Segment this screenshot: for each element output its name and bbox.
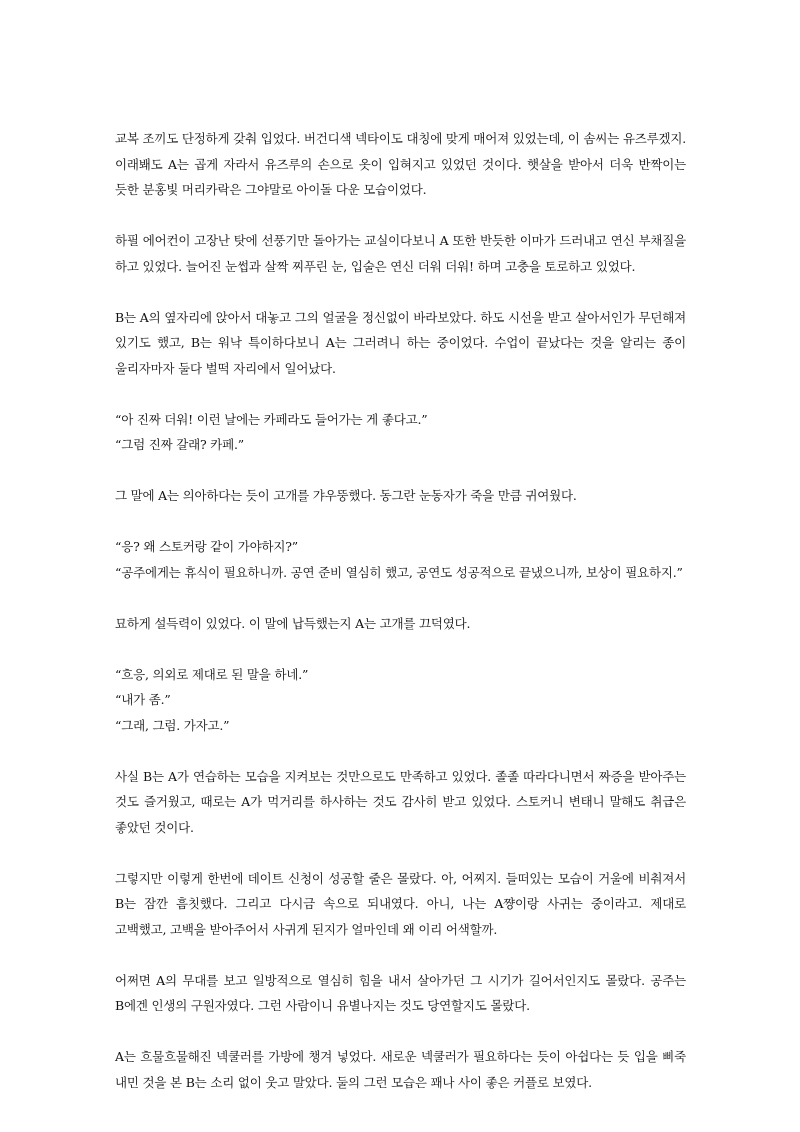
dialogue-block: [115, 407, 686, 458]
paragraph: 교복 조끼도 단정하게 갖춰 입었다. 버건디색 넥타이도 대칭에 맞게 매어져 있었는데, 이 솜씨는 유즈루겠지. 이래봬도 A는 곱게 자라서 유즈루의 손으로 옷이 입혀지고 있었던 것이다. 햇살을 받아서 더욱 반짝이는 듯한 분홍빛 머리카락은 그야말로 아이돌 다운 모습이었다.: [115, 131, 687, 197]
paragraph: B는 A의 옆자리에 앉아서 대놓고 그의 얼굴을 정신없이 바라보았다. 하도 시선을 받고 살아서인가 무던해져 있기도 했고, B는 워낙 특이하다보니 A는 그러려니 하는 중이었다. 수업이 끝났다는 것을 알리는 종이 울리자마자 둘다 벌떡 자리에서 일어났다.: [115, 309, 686, 376]
dialogue-line: “흐응, 의외로 제대로 된 말을 하네.”: [115, 666, 309, 682]
dialogue-line: “그럼 진짜 갈래? 카페.”: [115, 437, 244, 452]
dialogue-block: [115, 662, 686, 739]
paragraph: 묘하게 설득력이 있었다. 이 말에 납득했는지 A는 고개를 끄덕였다.: [115, 615, 471, 631]
paragraph: 하필 에어컨이 고장난 탓에 선풍기만 돌아가는 교실이다보니 A 또한 반듯한 이마가 드러내고 연신 부채질을 하고 있었다. 늘어진 눈썹과 살짝 찌푸린 눈, 입술은 연신 더워 더워! 하며 고충을 토로하고 있었다.: [115, 233, 686, 274]
paragraph: 어쩌면 A의 무대를 보고 일방적으로 열심히 힘을 내서 살아가던 그 시기가 길어서인지도 몰랐다. 공주는 B에겐 인생의 구원자였다. 그런 사람이니 유별나지는 것도 당연할지도 몰랐다.: [115, 972, 686, 1013]
dialogue-line: “공주에게는 휴식이 필요하니까. 공연 준비 열심히 했고, 공연도 성공적으로 끝냈으니까, 보상이 필요하지.”: [115, 564, 683, 580]
dialogue-line: “아 진짜 더워! 이런 날에는 카페라도 들어가는 게 좋다고.”: [115, 411, 428, 427]
dialogue-line: “그래, 그럼. 가자고.”: [115, 717, 230, 733]
paragraph: A는 흐물흐물해진 넥쿨러를 가방에 챙겨 넣었다. 새로운 넥쿨러가 필요하다는 듯이 아쉽다는 듯 입을 삐죽 내민 것을 본 B는 소리 없이 웃고 말았다. 둘의 그런 모습은 꽤나 사이 좋은 커플로 보였다.: [115, 1049, 686, 1090]
paragraph: 그 말에 A는 의아하다는 듯이 고개를 갸우뚱했다. 동그란 눈동자가 죽을 만큼 귀여웠다.: [115, 488, 577, 503]
dialogue-line: “내가 좀.”: [115, 692, 171, 707]
document-page: [115, 126, 686, 1121]
paragraph: 그렇지만 이렇게 한번에 데이트 신청이 성공할 줄은 몰랐다. 아, 어찌지. 들떠있는 모습이 거울에 비춰져서 B는 잠깐 흠칫했다. 그리고 다시금 속으로 되내였다. 아니, 나는 A쨩이랑 사귀는 중이라고. 제대로 고백했고, 고백을 받아주어서 사귀게 된지가 얼마인데 왜 이리 어색할까.: [115, 870, 686, 937]
dialogue-block: [115, 534, 686, 585]
paragraph: 사실 B는 A가 연습하는 모습을 지켜보는 것만으로도 만족하고 있었다. 졸졸 따라다니면서 짜증을 받아주는 것도 즐거웠고, 때로는 A가 먹거리를 하사하는 것도 감사히 받고 있었다. 스토커니 변태니 말해도 취급은 좋았던 것이다.: [115, 768, 686, 835]
dialogue-line: “응? 왜 스토커랑 같이 가야하지?”: [115, 539, 298, 554]
